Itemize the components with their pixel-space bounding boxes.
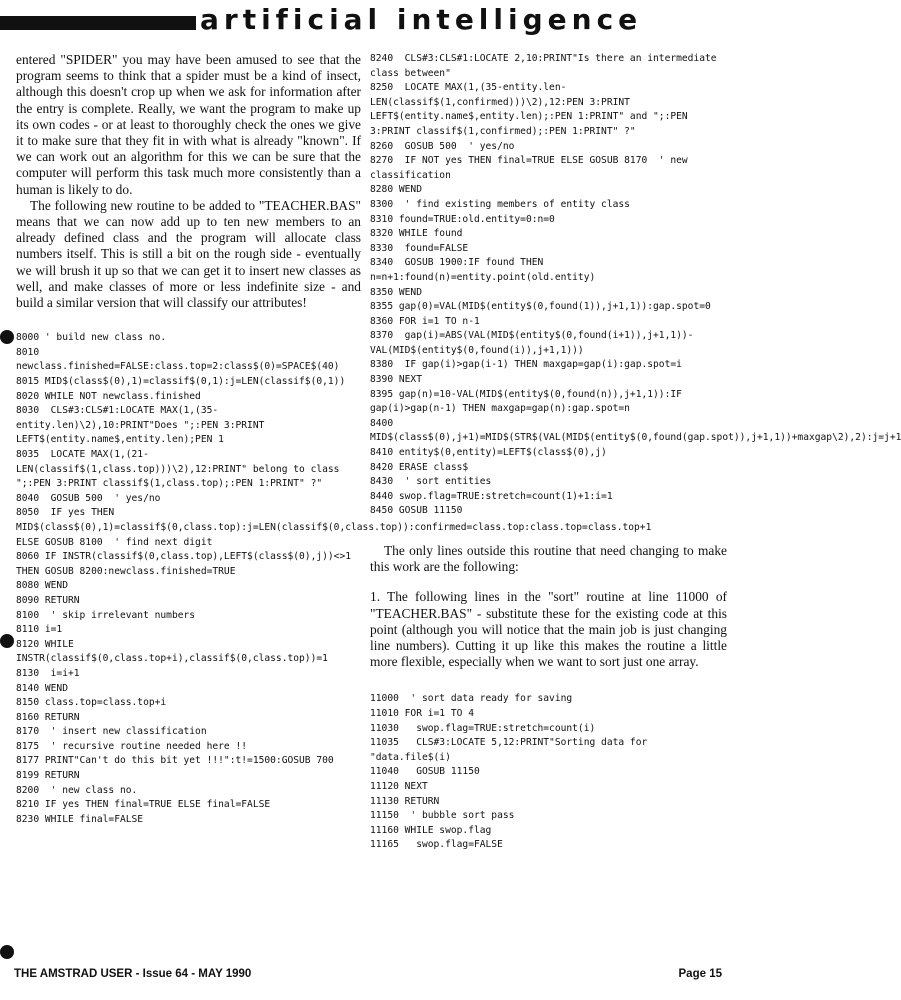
code-line: 8450 GOSUB 11150 xyxy=(370,505,463,517)
code-line: 8080 WEND xyxy=(16,580,68,592)
code-line: 11165 swop.flag=FALSE xyxy=(370,839,503,851)
left-prose xyxy=(16,52,361,311)
code-line: 8090 RETURN xyxy=(16,594,80,606)
code-line: 8130 i=i+1 xyxy=(16,667,80,679)
code-line: 8370 gap(i)=ABS(VAL(MID$(entity$(0,found(i+1)),j+1,1))-VAL(MID$(entity$(0,found(i)),j+1,1))) xyxy=(370,330,694,356)
code-line: 8230 WHILE final=FALSE xyxy=(16,813,144,825)
binder-hole xyxy=(0,945,14,959)
code-line: 8035 LOCATE MAX(1,(21-LEN(classif$(1,class.top)))\2),12:PRINT" belong to class ";:PEN 3:PRINT classif$(1,class.top);:PEN 1:PRINT" ?" xyxy=(16,449,346,490)
paragraph-2: The following new routine to be added to "TEACHER.BAS" means that we can now add up to ten new members to an already defined class and the program will allocate class numbers itself. This is still a bit on the rough side - eventually we will brush it up so that we can get it to insert new classes as well, and make classes of more or less indefinite size - and build a similar version that will classify our attributes! xyxy=(16,197,361,311)
code-line: 8177 PRINT"Can't do this bit yet !!!":t!=1500:GOSUB 700 xyxy=(16,755,334,767)
code-line: 8015 MID$(class$(0),1)=classif$(0,1):j=LEN(classif$(0,1)) xyxy=(16,376,346,388)
code-line: 8310 found=TRUE:old.entity=0:n=0 xyxy=(370,213,555,225)
code-line: 8260 GOSUB 500 ' yes/no xyxy=(370,140,515,152)
footer-publication: THE AMSTRAD USER - Issue 64 - MAY 1990 xyxy=(14,968,252,980)
code-line: 8000 ' build new class no. xyxy=(16,332,167,344)
code-line: 8320 WHILE found xyxy=(370,228,463,240)
code-line: 8010 newclass.finished=FALSE:class.top=2:class$(0)=SPACE$(40) xyxy=(16,346,340,373)
code-line: 8395 gap(n)=10-VAL(MID$(entity$(0,found(n)),j+1,1)):IF gap(i)>gap(n-1) THEN maxgap=gap(n):gap.spot=n xyxy=(370,388,688,415)
code-line: 11150 ' bubble sort pass xyxy=(370,810,515,822)
code-line: 11000 ' sort data ready for saving xyxy=(370,693,573,705)
binder-hole xyxy=(0,330,14,344)
code-line: 8390 NEXT xyxy=(370,374,422,386)
code-line: 8360 FOR i=1 TO n-1 xyxy=(370,315,480,327)
binder-hole xyxy=(0,634,14,648)
code-listing-11000 xyxy=(370,692,725,853)
code-line: 8410 entity$(0,entity)=LEFT$(class$(0),j) xyxy=(370,447,607,459)
code-line: 8110 i=1 xyxy=(16,624,63,636)
code-line: 8050 IF yes THEN MID$(class$(0),1)=classif$(0,class.top):j=LEN(classif$(0,class.top)):confirmed=class.top:class.top=class.top+1 ELSE GOSUB 8100 ' find next digit xyxy=(16,507,658,548)
code-line: 8280 WEND xyxy=(370,184,422,196)
code-line: 8430 ' sort entities xyxy=(370,476,492,488)
code-line: 8340 GOSUB 1900:IF found THEN n=n+1:found(n)=entity.point(old.entity) xyxy=(370,257,596,283)
page-footer xyxy=(14,968,722,986)
code-line: 8355 gap(0)=VAL(MID$(entity$(0,found(1)),j+1,1)):gap.spot=0 xyxy=(370,301,711,313)
code-line: 8420 ERASE class$ xyxy=(370,461,469,473)
code-line: 8300 ' find existing members of entity class xyxy=(370,198,630,210)
section-title: artificial intelligence xyxy=(200,3,643,36)
code-line: 8175 ' recursive routine needed here !! xyxy=(16,740,248,752)
paragraph-3: The only lines outside this routine that need changing to make this work are the following: xyxy=(370,543,727,575)
code-line: 8440 swop.flag=TRUE:stretch=count(1)+1:i=1 xyxy=(370,490,613,502)
code-listing-8240 xyxy=(370,52,901,519)
code-line: 11030 swop.flag=TRUE:stretch=count(i) xyxy=(370,722,596,734)
code-line: 11010 FOR i=1 TO 4 xyxy=(370,708,474,720)
paragraph-4: 1. The following lines in the "sort" routine at line 11000 of "TEACHER.BAS" - substitute these for the existing code at this point (although you will notice that the main job is just changing line numbers). Cutting it up like this makes the routine a little more flexible, especially when we want to sort just one array. xyxy=(370,589,727,670)
code-line: 8210 IF yes THEN final=TRUE ELSE final=FALSE xyxy=(16,799,271,811)
code-line: 8100 ' skip irrelevant numbers xyxy=(16,609,196,621)
code-line: 8350 WEND xyxy=(370,286,422,298)
code-line: 8150 class.top=class.top+i xyxy=(16,697,167,709)
code-line: 8250 LOCATE MAX(1,(35-entity.len-LEN(classif$(1,confirmed)))\2),12:PEN 3:PRINT LEFT$(entity.name$,entity.len);:PEN 1:PRINT" and ";:PEN 3:PRINT classif$(1,confirmed);:PEN 1:PRINT" ?" xyxy=(370,82,694,137)
code-line: 11160 WHILE swop.flag xyxy=(370,824,492,836)
code-line: 11120 NEXT xyxy=(370,780,428,792)
code-line: 8160 RETURN xyxy=(16,711,80,723)
code-line: 8040 GOSUB 500 ' yes/no xyxy=(16,492,161,504)
code-line: 11130 RETURN xyxy=(370,795,440,807)
code-line: 8200 ' new class no. xyxy=(16,784,138,796)
code-line: 8400 MID$(class$(0),j+1)=MID$(STR$(VAL(MID$(entity$(0,found(gap.spot)),j+1,1))+maxgap\2),2):j=j+1 xyxy=(370,417,901,444)
code-line: 8060 IF INSTR(classif$(0,class.top),LEFT$(class$(0),j))<>1 THEN GOSUB 8200:newclass.finished=TRUE xyxy=(16,551,357,577)
code-line: 8120 WHILE INSTR(classif$(0,class.top+i),classif$(0,class.top))=1 xyxy=(16,638,328,665)
paragraph-1: entered "SPIDER" you may have been amused to see that the program seems to think that a spider must be a kind of insect, although this doesn't crop up when we ask for information after the entry is complete. Really, we want the program to make up its own codes - or at least to thoroughly check the ones we give it to make sure that they fit in with what is already "known". If we can work out an algorithm for this we can be sure that the computer will perform this task much more consistently than a human is likely to do. xyxy=(16,52,361,197)
code-line: 8270 IF NOT yes THEN final=TRUE ELSE GOSUB 8170 ' new classification xyxy=(370,155,694,181)
code-line: 8020 WHILE NOT newclass.finished xyxy=(16,390,201,402)
header-rule xyxy=(0,16,196,30)
code-line: 11040 GOSUB 11150 xyxy=(370,766,480,778)
code-line: 8030 CLS#3:CLS#1:LOCATE MAX(1,(35-entity.len)\2),10:PRINT"Does ";:PEN 3:PRINT LEFT$(entity.name$,entity.len);PEN 1 xyxy=(16,405,271,446)
code-line: 11035 CLS#3:LOCATE 5,12:PRINT"Sorting data for "data.file$(i) xyxy=(370,737,654,763)
code-line: 8380 IF gap(i)>gap(i-1) THEN maxgap=gap(i):gap.spot=i xyxy=(370,359,682,371)
right-column xyxy=(370,52,901,937)
footer-page-number: Page 15 xyxy=(678,968,722,980)
section-header xyxy=(0,2,741,38)
right-prose xyxy=(370,543,727,670)
code-line: 8240 CLS#3:CLS#1:LOCATE 2,10:PRINT"Is there an intermediate class between" xyxy=(370,53,723,79)
code-line: 8170 ' insert new classification xyxy=(16,726,207,738)
code-line: 8140 WEND xyxy=(16,682,68,694)
code-line: 8199 RETURN xyxy=(16,770,80,782)
code-line: 8330 found=FALSE xyxy=(370,242,469,254)
